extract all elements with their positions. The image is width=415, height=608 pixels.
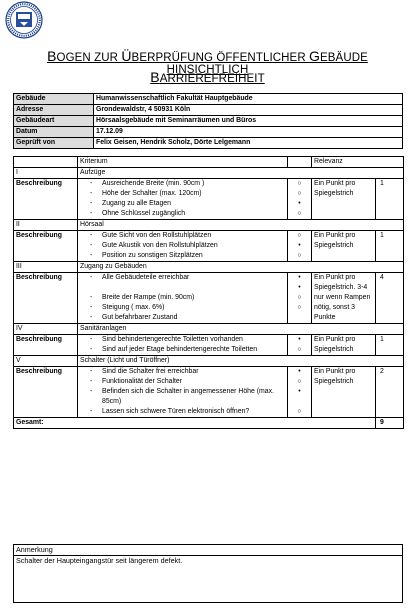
info-row-date — [14, 127, 403, 138]
description-row — [14, 231, 404, 262]
university-seal — [4, 1, 44, 39]
criterion-item: - Steigung ( max. 6%) — [90, 303, 285, 313]
rating-mark: ○ — [297, 378, 302, 385]
info-value: Hörsaalsgebäude mit Seminarräumen und Büros — [94, 116, 403, 127]
criterion-item: - Lassen sich schwere Türen elektronisch öffnen? — [90, 407, 285, 417]
rating-mark: ○ — [297, 180, 302, 187]
rating-marks — [288, 367, 312, 418]
rating-mark: • — [298, 368, 301, 375]
criterion-item: - Sind die Schalter frei erreichbar — [90, 367, 285, 377]
document-title-line-2: BARRIEREFREIHEIT — [150, 69, 265, 85]
section-name: Schalter (Licht und Türöffner) — [78, 356, 404, 367]
section-name: Zugang zu Gebäuden — [78, 262, 404, 273]
criterion-item: - Gut befahrbarer Zustand — [90, 313, 285, 323]
rating-mark: • — [298, 200, 301, 207]
section-row — [14, 324, 404, 335]
info-label: Datum — [14, 127, 94, 138]
rating-marks — [288, 231, 312, 262]
points: 1 — [376, 231, 404, 262]
info-label: Gebäudeart — [14, 116, 94, 127]
building-info-table — [13, 93, 403, 149]
section-number: III — [14, 262, 78, 273]
notes-text: Schalter der Haupteingangstür seit längerem defekt. — [14, 556, 403, 603]
info-value: Grondewaldstr, 4 50931 Köln — [94, 105, 403, 116]
info-row-address — [14, 105, 403, 116]
info-value: 17.12.09 — [94, 127, 403, 138]
criteria-header-row — [14, 157, 404, 168]
blank-line — [90, 283, 285, 293]
criterion-item: - Zugang zu alle Etagen — [90, 199, 285, 209]
criteria-items — [78, 367, 288, 418]
info-row-checked-by — [14, 138, 403, 149]
points: 2 — [376, 367, 404, 418]
section-name: Hörsaal — [78, 220, 404, 231]
info-row-building — [14, 94, 403, 105]
total-row — [14, 418, 404, 429]
total-label: Gesamt: — [14, 418, 376, 429]
section-row — [14, 168, 404, 179]
criterion-item: - Ausreichende Breite (min. 90cm ) — [90, 179, 285, 189]
section-row — [14, 356, 404, 367]
criterion-item: - Funktionalität der Schalter — [90, 377, 285, 387]
criteria-items — [78, 273, 288, 324]
relevance-text: Ein Punkt pro Spiegelstrich — [312, 179, 376, 220]
criteria-items — [78, 335, 288, 356]
criterion-item: - Ohne Schlüssel zugänglich — [90, 209, 285, 219]
criterion-item: - Position zu sonstigen Sitzplätzen — [90, 251, 285, 261]
section-row — [14, 262, 404, 273]
section-row — [14, 220, 404, 231]
rating-marks — [288, 335, 312, 356]
notes-header: Anmerkung — [14, 545, 403, 556]
criterion-item: - Breite der Rampe (min. 90cm) — [90, 293, 285, 303]
document-title-line-1: BOGEN ZUR ÜBERPRÜFUNG ÖFFENTLICHER GEBÄUDE HINSICHTLICH — [47, 48, 368, 76]
criteria-items — [78, 231, 288, 262]
total-value: 9 — [376, 418, 404, 429]
criteria-items — [78, 179, 288, 220]
rating-mark: • — [298, 388, 301, 395]
row-label: Beschreibung — [14, 335, 78, 356]
column-header-kriterium: Kriterium — [78, 157, 288, 168]
rating-marks — [288, 273, 312, 324]
rating-mark: ○ — [297, 210, 302, 217]
rating-mark: ○ — [297, 252, 302, 259]
criteria-table — [13, 156, 404, 429]
description-row — [14, 367, 404, 418]
rating-marks — [288, 179, 312, 220]
row-label: Beschreibung — [14, 273, 78, 324]
section-name: Sanitäranlagen — [78, 324, 404, 335]
section-name: Aufzüge — [78, 168, 404, 179]
rating-mark: • — [298, 336, 301, 343]
relevance-text: Ein Punkt pro Spiegelstrich — [312, 231, 376, 262]
row-label: Beschreibung — [14, 231, 78, 262]
info-label: Adresse — [14, 105, 94, 116]
info-label: Gebäude — [14, 94, 94, 105]
relevance-text: Ein Punkt pro Spiegelstrich — [312, 335, 376, 356]
criterion-item: - Gute Sicht von den Rollstuhlplätzen — [90, 231, 285, 241]
section-number: V — [14, 356, 78, 367]
info-row-building-type — [14, 116, 403, 127]
rating-mark: • — [298, 242, 301, 249]
description-row — [14, 335, 404, 356]
criterion-item: - Sind behindertengerechte Toiletten vorhanden — [90, 335, 285, 345]
row-label: Beschreibung — [14, 179, 78, 220]
relevance-text: Ein Punkt pro Spiegelstrich — [312, 367, 376, 418]
rating-mark: ○ — [297, 232, 302, 239]
relevance-text: Ein Punkt pro Spiegelstrich. 3-4 nur wenn Rampen nötig, sonst 3 Punkte — [312, 273, 376, 324]
criterion-item: - Alle Gebäudeteile erreichbar — [90, 273, 285, 283]
criterion-item: - Höhe der Schalter (max. 120cm) — [90, 189, 285, 199]
rating-mark: ○ — [297, 408, 302, 415]
info-value: Felix Geisen, Hendrik Scholz, Dörte Lelgemann — [94, 138, 403, 149]
description-row — [14, 179, 404, 220]
criterion-item: - Befinden sich die Schalter in angemessener Höhe (max. 85cm) — [90, 387, 285, 407]
rating-mark: ○ — [297, 294, 302, 301]
description-row — [14, 273, 404, 324]
rating-mark: • — [298, 284, 301, 291]
info-value: Humanwissenschaftlich Fakultät Hauptgebäude — [94, 94, 403, 105]
info-label: Geprüft von — [14, 138, 94, 149]
criterion-item: - Sind auf jeder Etage behindertengerechte Toiletten — [90, 345, 285, 355]
points: 1 — [376, 179, 404, 220]
section-number: IV — [14, 324, 78, 335]
points: 1 — [376, 335, 404, 356]
rating-mark: ○ — [297, 304, 302, 311]
rating-mark: ○ — [297, 190, 302, 197]
rating-mark: ○ — [297, 346, 302, 353]
column-header-relevanz: Relevanz — [312, 157, 404, 168]
rating-mark: • — [298, 274, 301, 281]
section-number: I — [14, 168, 78, 179]
points: 4 — [376, 273, 404, 324]
section-number: II — [14, 220, 78, 231]
criterion-item: - Gute Akustik von den Rollstuhlplätzen — [90, 241, 285, 251]
row-label: Beschreibung — [14, 367, 78, 418]
notes-table — [13, 544, 403, 603]
